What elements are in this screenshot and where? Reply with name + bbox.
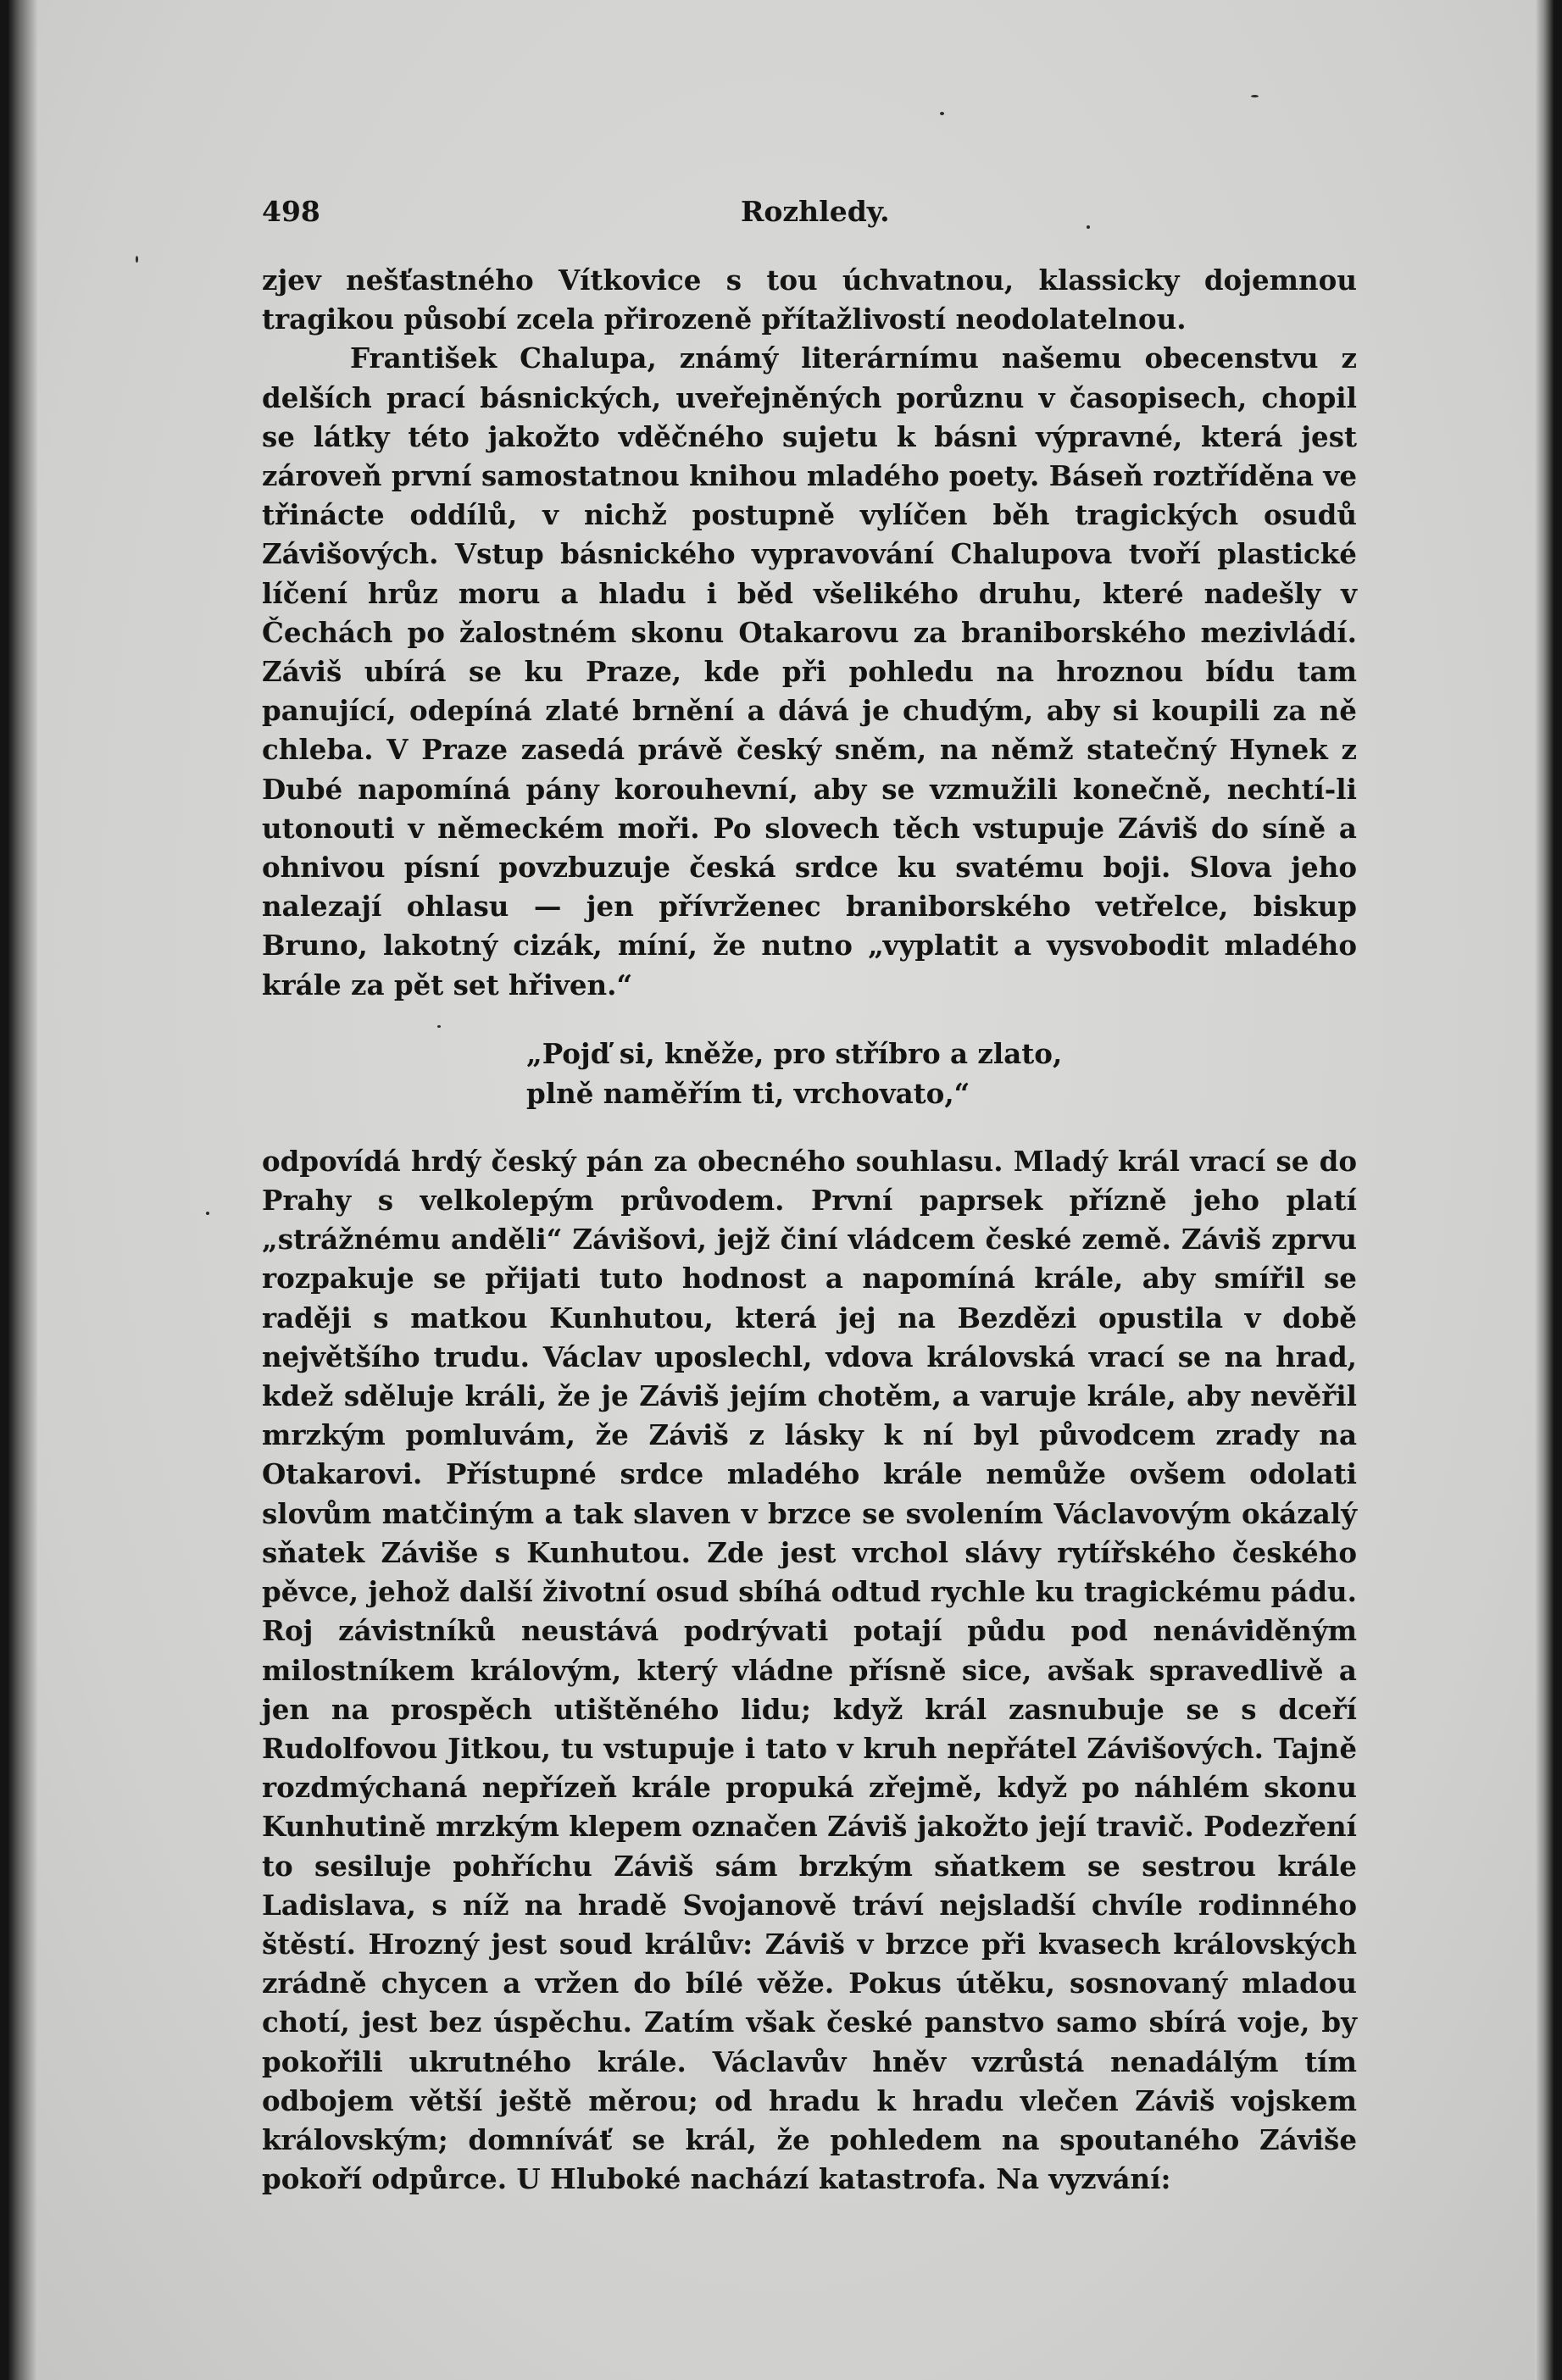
paper-speck (940, 112, 944, 115)
scan-shadow-right (1535, 0, 1554, 2380)
page-number: 498 (262, 195, 320, 228)
verse-line: plně naměřím ti, vrchovato,“ (526, 1076, 970, 1110)
paragraph-continuation: zjev nešťastného Vítkovice s tou úchvatnou, klassicky dojemnou tragikou působí zcela přirozeně přítažlivostí neodolatelnou. (262, 264, 1357, 336)
verse-line: „Pojď si, kněže, pro stříbro a zlato, (526, 1036, 1063, 1070)
verse-quote (526, 1034, 1357, 1113)
text-block (262, 195, 1357, 2199)
scan-shadow-left (8, 0, 37, 2380)
paper-speck (206, 1212, 209, 1215)
paragraph-zavis: odpovídá hrdý český pán za obecného souhlasu. Mladý král vrací se do Prahy s velkolepým průvodem. První paprsek přízně jeho platí „strážnému anděli“ Závišovi, jejž činí vládcem české země. Záviš zprvu rozpakuje se přijati tuto hodnost a napomíná krále, aby smířil se raději s matkou Kunhutou, která jej na Bezdězi opustila v době největšího trudu. Václav uposlechl, vdova královská vrací se na hrad, kdež sděluje králi, že je Záviš jejím chotěm, a varuje krále, aby nevěřil mrzkým pomluvám, že Záviš z lásky k ní byl původcem zrady na Otakarovi. Přístupné srdce mladého krále nemůže ovšem odolati slovům matčiným a tak slaven v brzce se svolením Václavovým okázalý sňatek Záviše s Kunhutou. Zde jest vrchol slávy rytířského českého pěvce, jehož další životní osud sbíhá odtud rychle ku tragickému pádu. Roj závistníků neustává podrývati potají půdu pod nenáviděným milostníkem královým, který vládne přísně sice, avšak spravedlivě a jen na prospěch utištěného lidu; když král zasnubuje se s dceří Rudolfovou Jitkou, tu vstupuje i tato v kruh nepřátel Závišových. Tajně rozdmýchaná nepřízeň krále propuká zřejmě, když po náhlém skonu Kunhutině mrzkým klepem označen Záviš jakožto její travič. Podezření to sesiluje pohříchu Záviš sám brzkým sňatkem se sestrou krále Ladislava, s níž na hradě Svojanově tráví nejsladší chvíle rodinného štěstí. Hrozný jest soud králův: Záviš v brzce při kvasech královských zrádně chycen a vržen do bílé věže. Pokus útěku, sosnovaný mladou chotí, jest bez úspěchu. Zatím však české panstvo samo sbírá voje, by pokořili ukrutného krále. Václavův hněv vzrůstá nenadálým tím odbojem větší ještě měrou; od hradu k hradu vlečen Záviš vojskem královským; domníváť se král, že pohledem na spoutaného Záviše pokoří odpůrce. U Hluboké nachází katastrofa. Na vyzvání: (262, 1144, 1358, 2196)
paragraph-chalupa: František Chalupa, známý literárnímu našemu obecenstvu z delších prací básnických, uveřejněných porůznu v časopisech, chopil se látky této jakožto vděčného sujetu k básni výpravné, která jest zároveň první samostatnou knihou mladého poety. Báseň roztříděna ve třinácte oddílů, v nichž postupně vylíčen běh tragických osudů Závišových. Vstup básnického vypravování Chalupova tvoří plastické líčení hrůz moru a hladu i běd všelikého druhu, které nadešly v Čechách po žalostném skonu Otakarovu za braniborského mezivládí. Záviš ubírá se ku Praze, kde při pohledu na hroznou bídu tam panující, odepíná zlaté brnění a dává je chudým, aby si koupili za ně chleba. V Praze zasedá právě český sněm, na němž statečný Hynek z Dubé napomíná pány korouhevní, aby se vzmužili konečně, nechtí-li utonouti v německém moři. Po slovech těch vstupuje Záviš do síně a ohnivou písní povzbuzuje česká srdce ku svatému boji. Slova jeho nalezají ohlasu — jen přívrženec braniborského vetřelce, biskup Bruno, lakotný cizák, míní, že nutno „vyplatit a vysvobodit mladého krále za pět set hřiven.“ (262, 341, 1357, 1001)
paper-speck (1251, 95, 1259, 97)
scanned-page (8, 0, 1554, 2380)
running-title: Rozhledy. (741, 195, 890, 228)
paper-speck (136, 256, 138, 263)
article-body (262, 261, 1357, 2199)
running-head (262, 195, 1357, 246)
